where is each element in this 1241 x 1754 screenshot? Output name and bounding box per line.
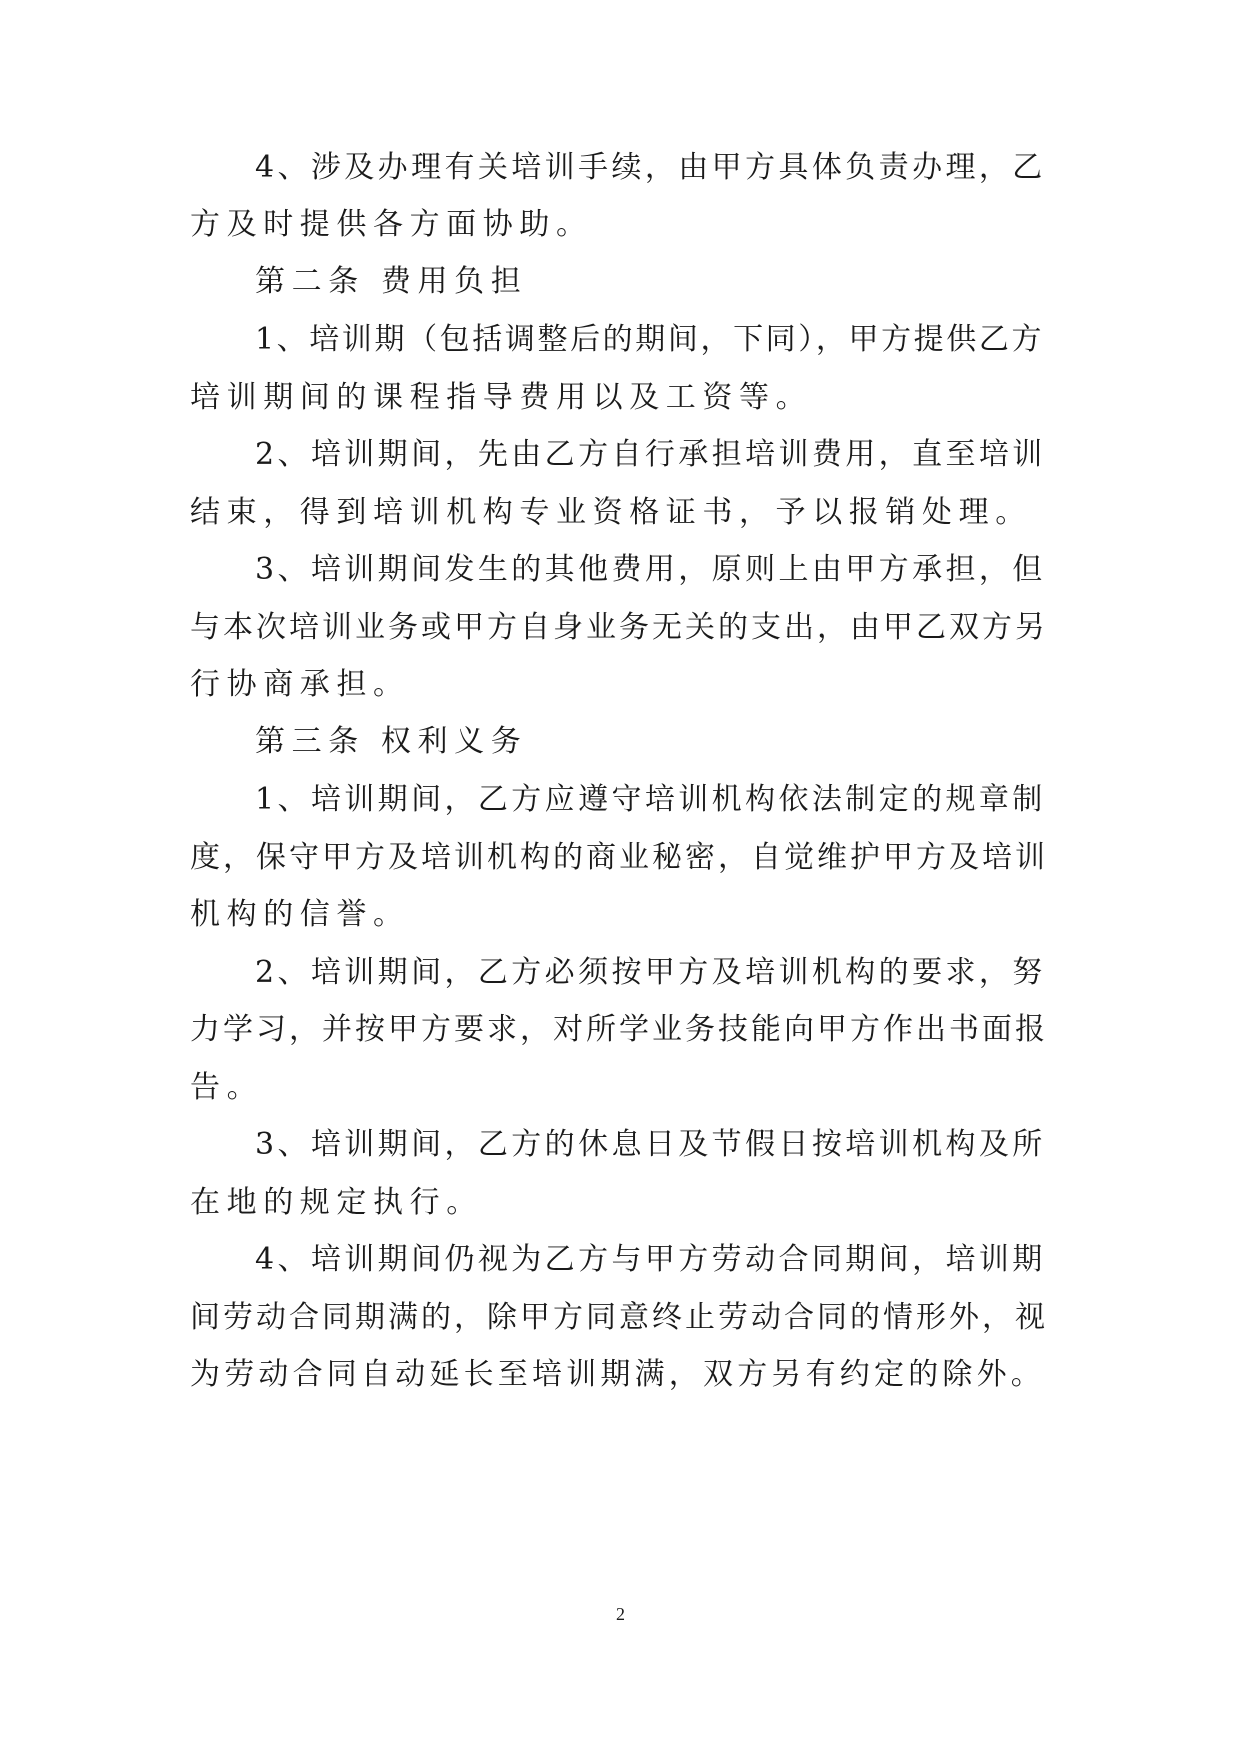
paragraph-line: 力学习，并按甲方要求，对所学业务技能向甲方作出书面报 xyxy=(190,1012,1048,1047)
paragraph-line: 培训期间的课程指导费用以及工资等。 xyxy=(190,380,813,415)
section-heading: 第三条 权利义务 xyxy=(255,724,528,759)
paragraph-line: 1、培训期（包括调整后的期间，下同），甲方提供乙方 xyxy=(255,322,1045,357)
paragraph-line: 为劳动合同自动延长至培训期满，双方另有约定的除外。 xyxy=(190,1357,1045,1392)
section-heading: 第二条 费用负担 xyxy=(255,264,528,299)
paragraph-line: 告。 xyxy=(190,1070,264,1105)
paragraph-line: 与本次培训业务或甲方自身业务无关的支出，由甲乙双方另 xyxy=(190,610,1048,645)
paragraph-line: 4、涉及办理有关培训手续，由甲方具体负责办理，乙 xyxy=(255,150,1046,185)
paragraph-line: 2、培训期间，乙方必须按甲方及培训机构的要求，努 xyxy=(255,955,1046,990)
paragraph-line: 间劳动合同期满的，除甲方同意终止劳动合同的情形外，视 xyxy=(190,1300,1048,1335)
paragraph-line: 机构的信誉。 xyxy=(190,897,410,932)
paragraph-line: 结束，得到培训机构专业资格证书，予以报销处理。 xyxy=(190,495,1032,530)
paragraph-line: 1、培训期间，乙方应遵守培训机构依法制定的规章制 xyxy=(255,782,1046,817)
paragraph-line: 方及时提供各方面协助。 xyxy=(190,207,593,242)
paragraph-line: 度，保守甲方及培训机构的商业秘密，自觉维护甲方及培训 xyxy=(190,840,1048,875)
paragraph-line: 行协商承担。 xyxy=(190,667,410,702)
page-number: 2 xyxy=(616,1604,625,1624)
paragraph-line: 4、培训期间仍视为乙方与甲方劳动合同期间，培训期 xyxy=(255,1242,1046,1277)
paragraph-line: 2、培训期间，先由乙方自行承担培训费用，直至培训 xyxy=(255,437,1046,472)
paragraph-line: 3、培训期间，乙方的休息日及节假日按培训机构及所 xyxy=(255,1127,1046,1162)
paragraph-line: 在地的规定执行。 xyxy=(190,1185,483,1220)
paragraph-line: 3、培训期间发生的其他费用，原则上由甲方承担，但 xyxy=(255,552,1046,587)
